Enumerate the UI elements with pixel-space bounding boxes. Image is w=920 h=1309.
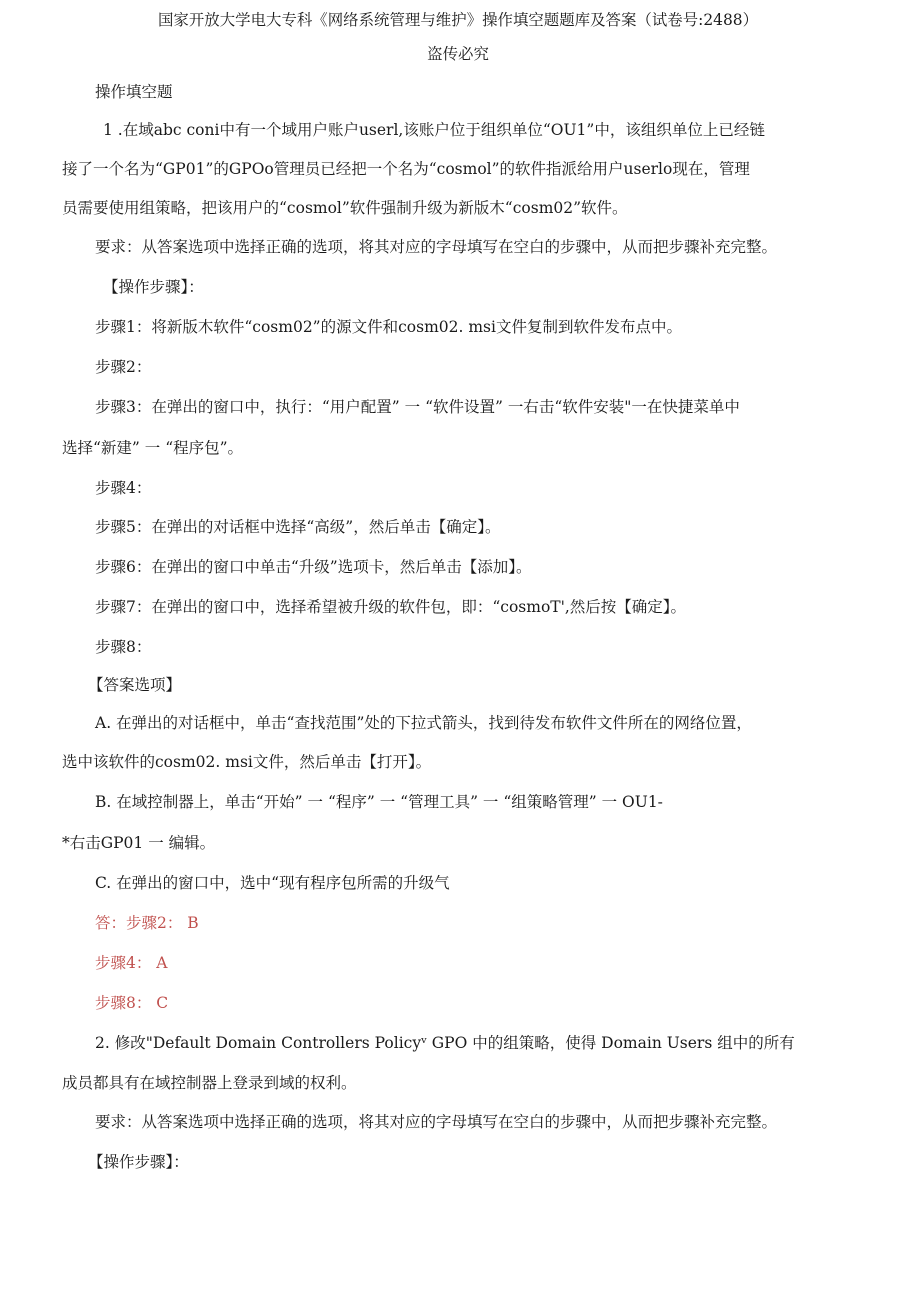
q1-step-3-line-2: 选择“新建” 一 “程序包”。 — [62, 439, 244, 457]
q1-steps-heading: 【操作步骤】： — [103, 278, 204, 296]
q1-step-3-line-1: 步骤3：在弹出的窗口中，执行：“用户配置” 一 “软件设置” 一右击“软件安装"一在快捷菜单中 — [95, 398, 740, 416]
q1-step-1: 步骤1：将新版木软件“cosm02”的源文件和cosm02. msi文件复制到软件发布点中。 — [95, 318, 682, 336]
q1-text-line-1: 1 .在域abc coni中有一个域用户账户userl,该账户位于组织单位“OU1”中，该组织单位上已经链 — [103, 121, 765, 139]
q1-requirement: 要求：从答案选项中选择正确的选项，将其对应的字母填写在空白的步骤中，从而把步骤补充完整。 — [95, 238, 778, 256]
q2-requirement: 要求：从答案选项中选择正确的选项，将其对应的字母填写在空白的步骤中，从而把步骤补充完整。 — [95, 1113, 778, 1131]
q1-option-a-line-1: A. 在弹出的对话框中，单击“查找范围”处的下拉式箭头，找到待发布软件文件所在的网络位置， — [95, 714, 752, 732]
q1-option-c: C. 在弹出的窗口中，选中“现有程序包所需的升级气 — [95, 874, 450, 892]
q1-step-4: 步骤4： — [95, 479, 152, 497]
q1-answer-step-4: 步骤4： A — [95, 954, 168, 972]
q2-text-line-1: 2. 修改"Default Domain Controllers Policyᵛ GPO 中的组策略，使得 Domain Users 组中的所有 — [95, 1034, 795, 1052]
q1-option-a-line-2: 选中该软件的cosm02. msi文件，然后单击【打开】。 — [62, 753, 432, 771]
q1-step-6: 步骤6：在弹出的窗口中单击“升级”选项卡，然后单击【添加】。 — [95, 558, 532, 576]
section-title: 操作填空题 — [95, 83, 173, 101]
document-title: 国家开放大学电大专科《网络系统管理与维护》操作填空题题库及答案（试卷号:2488） — [157, 11, 759, 29]
q1-answer-step-8: 步骤8： C — [95, 994, 169, 1012]
q2-text-line-2: 成员都具有在域控制器上登录到域的权利。 — [62, 1074, 357, 1092]
q1-step-8: 步骤8： — [95, 638, 152, 656]
q1-option-b-line-1: B. 在域控制器上，单击“开始” 一 “程序” 一 “管理工具” 一 “组策略管理” 一 OU1- — [95, 793, 663, 811]
q1-text-line-3: 员需要使用组策略，把该用户的“cosmol”软件强制升级为新版木“cosm02”软件。 — [62, 199, 628, 217]
document-subtitle: 盗传必究 — [427, 45, 489, 63]
q1-option-b-line-2: *右击GP01 一 编辑。 — [62, 834, 216, 852]
q1-text-line-2: 接了一个名为“GP01”的GPOo管理员已经把一个名为“cosmol”的软件指派给用户userlo现在，管理 — [62, 160, 750, 178]
q1-step-2: 步骤2： — [95, 358, 152, 376]
q1-step-5: 步骤5：在弹出的对话框中选择“高级”，然后单击【确定】。 — [95, 518, 501, 536]
q1-options-heading: 【答案选项】 — [88, 676, 182, 694]
q1-step-7: 步骤7：在弹出的窗口中，选择希望被升级的软件包，即：“cosmoT',然后按【确定】。 — [95, 598, 687, 616]
q1-answer-step-2: 答：步骤2： B — [95, 914, 199, 932]
q2-steps-heading: 【操作步骤】： — [88, 1153, 189, 1171]
